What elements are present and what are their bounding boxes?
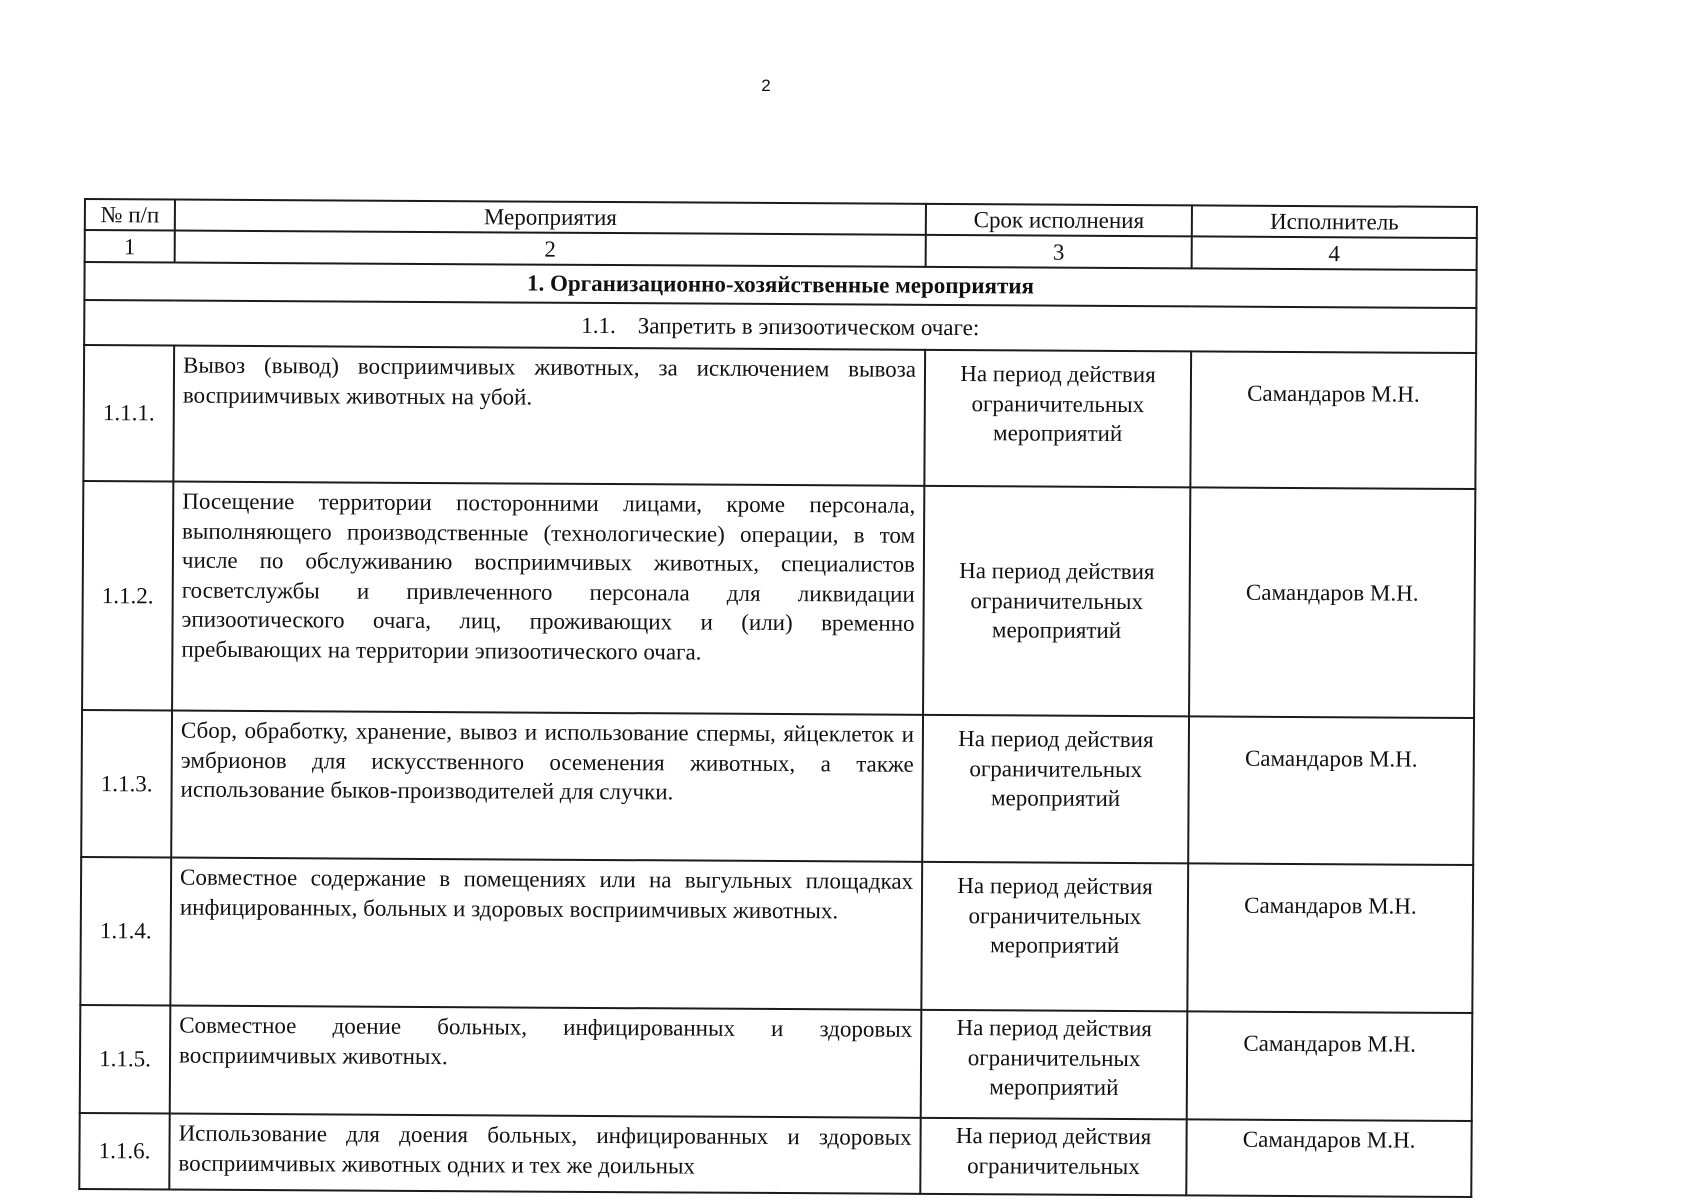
table-row (82, 481, 1475, 718)
row-measure-text: Совместное содержание в помещениях или на выгульных площадках инфицированных, больных и здоровых восприимчивых животных. (170, 858, 922, 1010)
measures-table (78, 198, 1478, 1198)
row-measure-text: Совместное доение больных, инфицированных и здоровых восприимчивых животных. (170, 1006, 922, 1118)
row-term: На период действия ограничительных (920, 1118, 1186, 1196)
column-number: 3 (926, 235, 1192, 269)
header-term: Срок исполнения (926, 204, 1192, 237)
row-number: 1.1.5. (80, 1005, 171, 1114)
subsection-title: Запретить в эпизоотическом очаге: (637, 312, 980, 340)
subsection-row (84, 300, 1476, 353)
row-executor: Самандаров М.Н. (1190, 351, 1476, 489)
header-number: № п/п (85, 199, 175, 231)
row-term: На период действия ограничительных мероприятий (921, 862, 1188, 1012)
row-number: 1.1.3. (81, 710, 172, 858)
table-row (80, 857, 1473, 1013)
table-row (79, 1113, 1471, 1197)
row-term: На период действия ограничительных мероприятий (923, 486, 1190, 717)
table-row (83, 345, 1476, 489)
row-measure-text: Сбор, обработку, хранение, вывоз и использование спермы, яйцеклеток и эмбрионов для искусственного осеменения животных, а также использование быков-производителей для случки. (171, 711, 923, 862)
subsection-number: 1.1. (581, 312, 616, 338)
column-number: 2 (175, 231, 926, 267)
row-executor: Самандаров М.Н. (1187, 863, 1473, 1013)
row-number: 1.1.4. (80, 857, 171, 1006)
row-executor: Самандаров М.Н. (1187, 1011, 1473, 1121)
table-row (81, 710, 1474, 865)
section-title: 1. Организационно-хозяйственные мероприятия (84, 262, 1476, 308)
row-measure-text: Посещение территории посторонними лицами, кроме персонала, выполняющего производственные (технологические) операции, в том числе по обслуживанию восприимчивых животных, специалистов госветслужбы и привлеченного персонала для ликвидации эпизоотического очага, лиц, проживающих и (или) временно пребывающих на территории эпизоотического очага. (172, 482, 924, 715)
row-number: 1.1.2. (82, 481, 173, 711)
row-executor: Самандаров М.Н. (1186, 1119, 1471, 1197)
subsection-cell (84, 300, 1476, 353)
row-term: На период действия ограничительных мероприятий (922, 715, 1189, 864)
row-measure-text: Вывоз (вывод) восприимчивых животных, за исключением вывоза восприимчивых животных на убой. (173, 346, 925, 486)
row-number: 1.1.1. (83, 345, 174, 482)
page-number: 2 (761, 76, 771, 95)
header-measures: Мероприятия (175, 200, 926, 235)
column-number: 4 (1192, 236, 1477, 270)
row-executor: Самандаров М.Н. (1189, 487, 1475, 718)
row-executor: Самандаров М.Н. (1188, 716, 1474, 865)
row-term: На период действия ограничительных мероприятий (921, 1010, 1188, 1120)
column-number: 1 (85, 230, 175, 263)
row-measure-text: Использование для доения больных, инфицированных и здоровых восприимчивых животных одних и тех же доильных (169, 1114, 920, 1194)
row-number: 1.1.6. (79, 1113, 169, 1190)
header-executor: Исполнитель (1192, 205, 1477, 238)
row-term: На период действия ограничительных мероприятий (924, 350, 1191, 488)
table-row (80, 1005, 1473, 1121)
